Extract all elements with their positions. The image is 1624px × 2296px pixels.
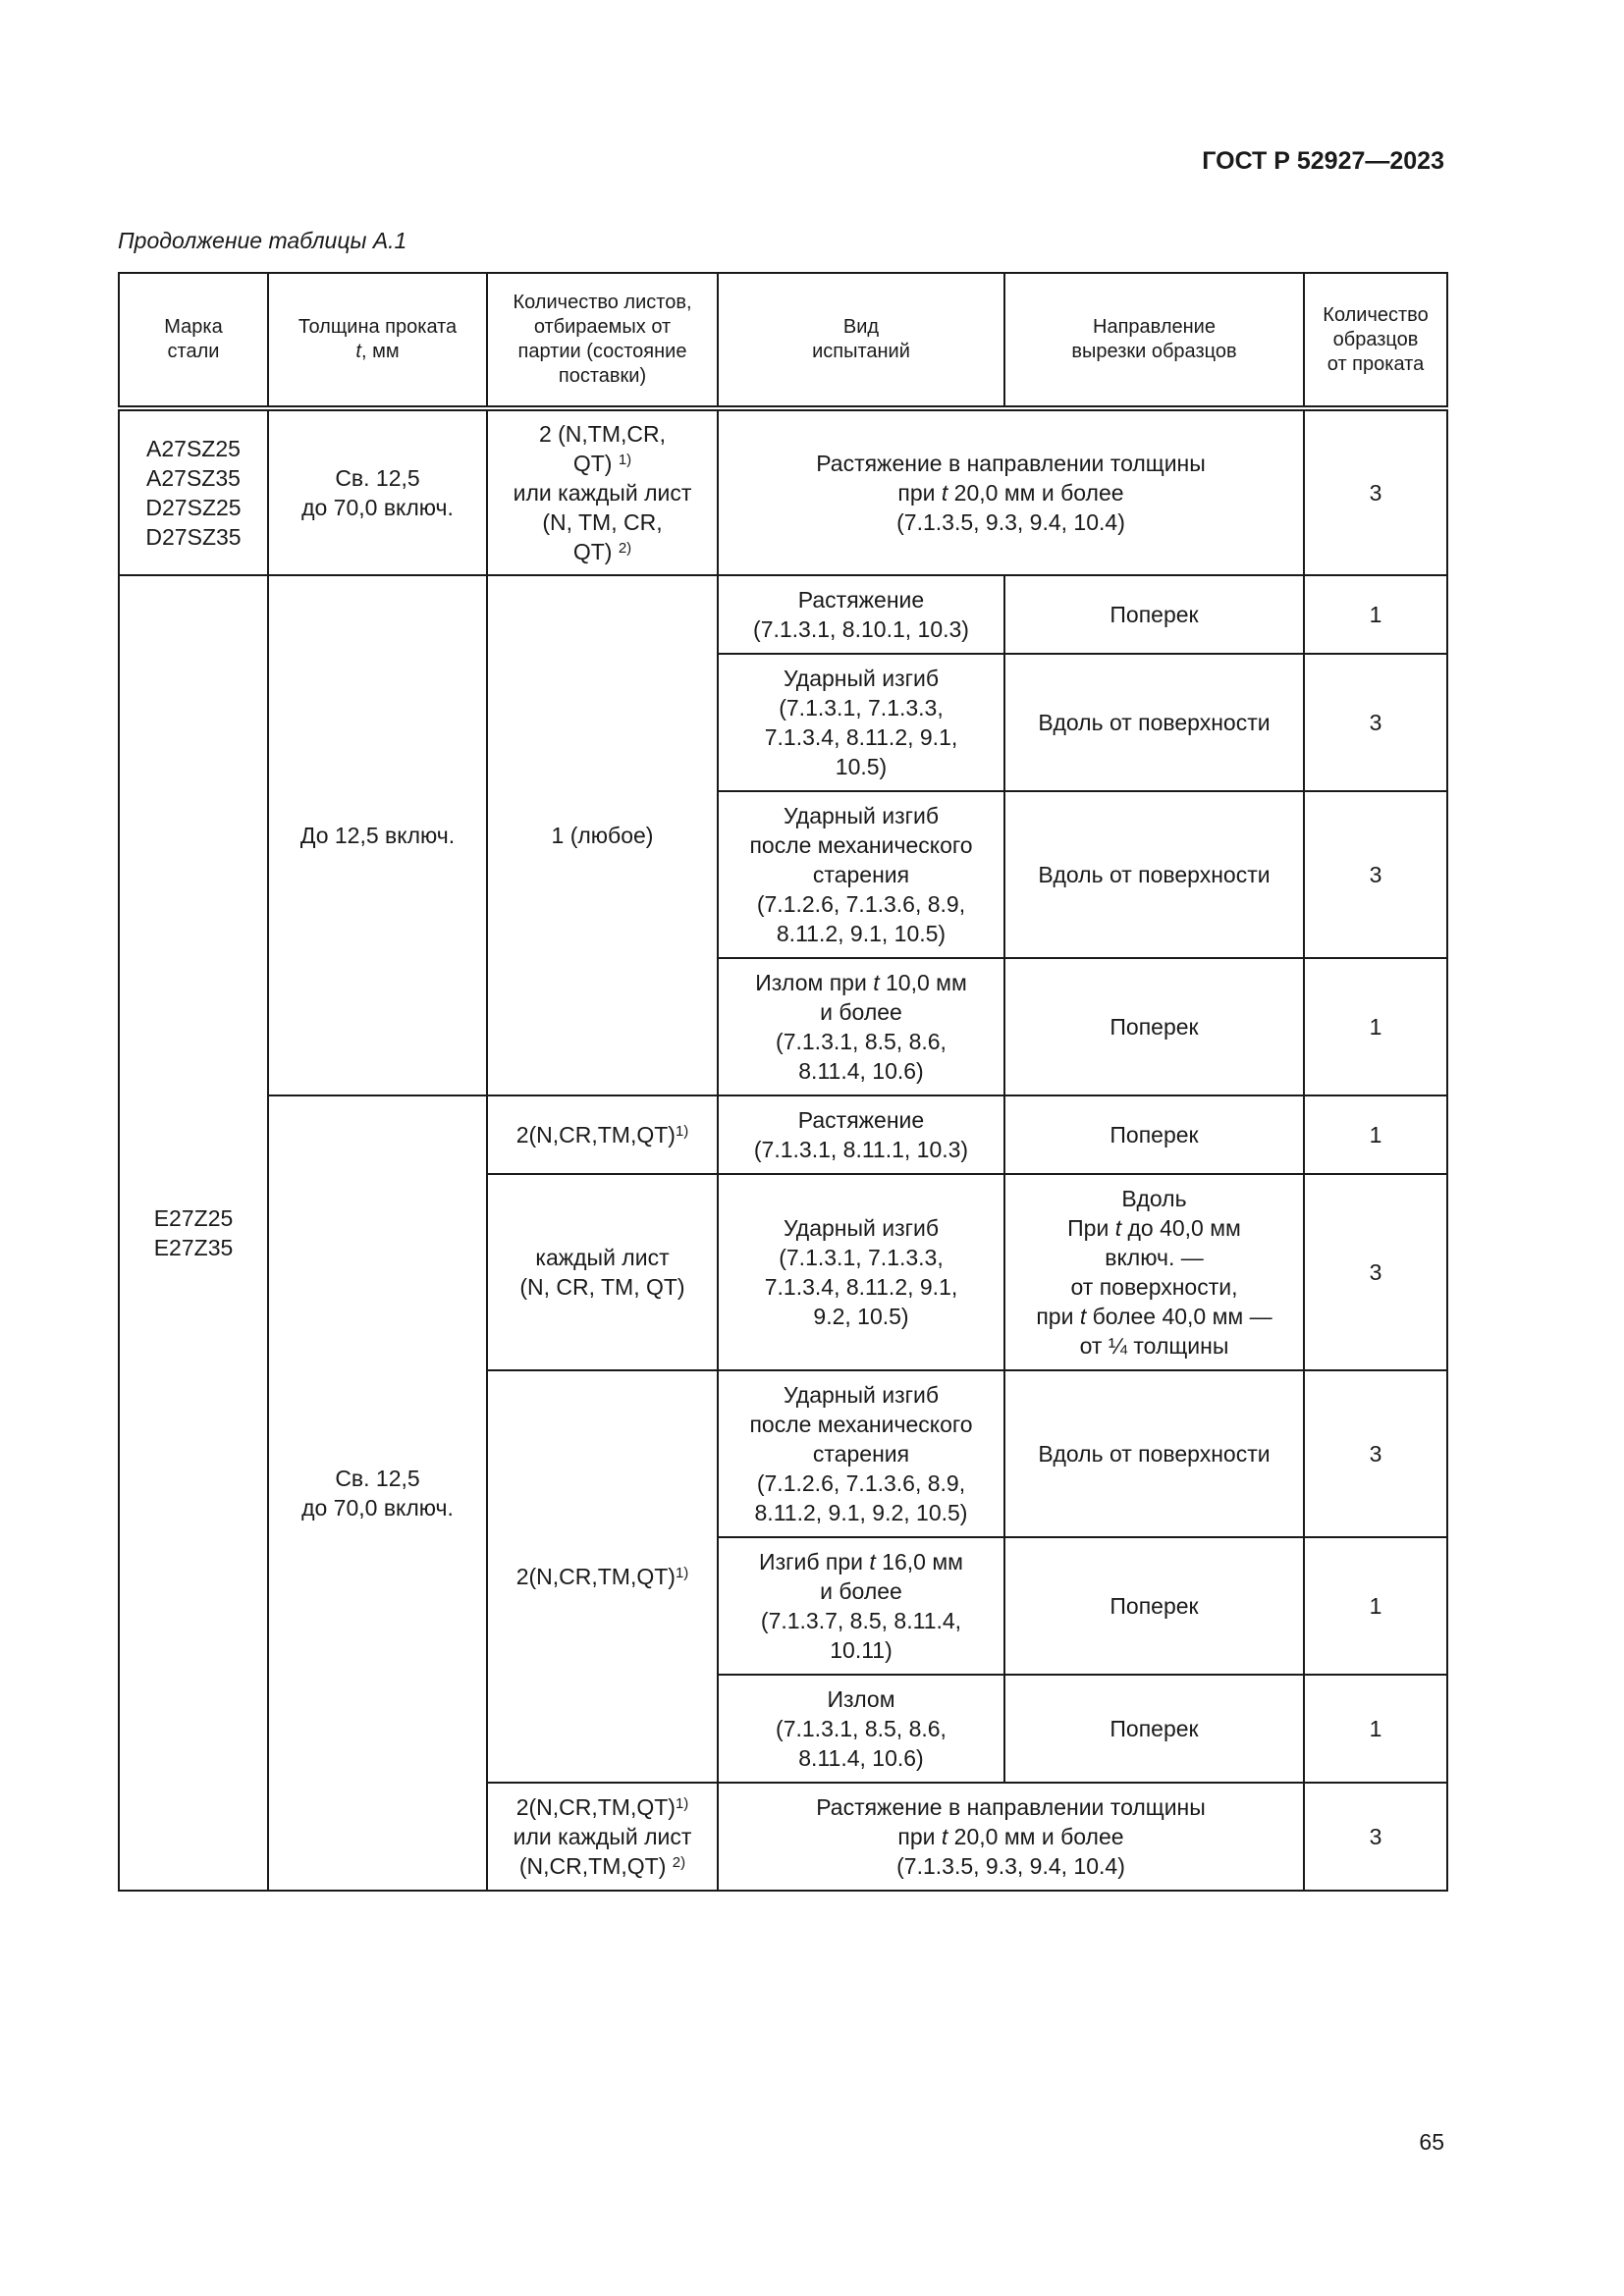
grade-cell: E27Z25 E27Z35 — [119, 575, 268, 1891]
col-header-direction: Направление вырезки образцов — [1004, 273, 1304, 408]
test-cell: Ударный изгиб (7.1.3.1, 7.1.3.3, 7.1.3.4, 8.11.2, 9.1, 10.5) — [718, 654, 1004, 791]
sheets-cell: каждый лист (N, CR, TM, QT) — [487, 1174, 718, 1370]
count-cell: 1 — [1304, 1095, 1447, 1174]
count-cell: 1 — [1304, 575, 1447, 654]
direction-cell: Вдоль от поверхности — [1004, 654, 1304, 791]
col-header-thickness: Толщина проката t, мм — [268, 273, 487, 408]
test-cell: Растяжение (7.1.3.1, 8.10.1, 10.3) — [718, 575, 1004, 654]
table-header-row — [119, 273, 1447, 408]
test-cell: Растяжение (7.1.3.1, 8.11.1, 10.3) — [718, 1095, 1004, 1174]
col-header-sheets: Количество листов, отбираемых от партии (состояние поставки) — [487, 273, 718, 408]
count-cell: 1 — [1304, 1537, 1447, 1675]
direction-cell: Поперек — [1004, 1095, 1304, 1174]
document-code: ГОСТ Р 52927—2023 — [1202, 147, 1444, 175]
test-cell: Излом при t 10,0 мм и более (7.1.3.1, 8.5, 8.6, 8.11.4, 10.6) — [718, 958, 1004, 1095]
thickness-cell: Св. 12,5 до 70,0 включ. — [268, 408, 487, 575]
direction-cell: Вдоль от поверхности — [1004, 791, 1304, 958]
table-caption: Продолжение таблицы А.1 — [118, 228, 407, 253]
direction-cell: Поперек — [1004, 575, 1304, 654]
table-row — [119, 1095, 1447, 1174]
sheets-cell: $2(N,CR,TM,QT)^{1)}$ — [487, 1370, 718, 1783]
test-cell: Излом (7.1.3.1, 8.5, 8.6, 8.11.4, 10.6) — [718, 1675, 1004, 1783]
direction-cell: Вдоль При t до 40,0 мм включ. — от поверхности, при t более 40,0 мм — от ¼ толщины — [1004, 1174, 1304, 1370]
table-row — [119, 408, 1447, 575]
table-row — [119, 575, 1447, 654]
test-cell: Ударный изгиб после механического старения (7.1.2.6, 7.1.3.6, 8.9, 8.11.2, 9.1, 9.2, 10.5) — [718, 1370, 1004, 1537]
count-cell: 3 — [1304, 408, 1447, 575]
thickness-cell: До 12,5 включ. — [268, 575, 487, 1095]
count-cell: 3 — [1304, 654, 1447, 791]
col-header-count: Количество образцов от проката — [1304, 273, 1447, 408]
steel-test-table — [118, 272, 1448, 1892]
test-cell: Изгиб при t 16,0 мм и более (7.1.3.7, 8.5, 8.11.4, 10.11) — [718, 1537, 1004, 1675]
test-cell: Растяжение в направлении толщины при t 20,0 мм и более (7.1.3.5, 9.3, 9.4, 10.4) — [718, 408, 1304, 575]
sheets-cell: 1 (любое) — [487, 575, 718, 1095]
direction-cell: Вдоль от поверхности — [1004, 1370, 1304, 1537]
count-cell: 1 — [1304, 958, 1447, 1095]
sheets-cell: 2 (N,TM,CR, QT) $^{1)}$ или каждый лист (N, TM, CR, QT) $^{2)}$ — [487, 408, 718, 575]
grade-cell: A27SZ25 A27SZ35 D27SZ25 D27SZ35 — [119, 408, 268, 575]
direction-cell: Поперек — [1004, 1675, 1304, 1783]
direction-cell: Поперек — [1004, 1537, 1304, 1675]
count-cell: 3 — [1304, 1174, 1447, 1370]
col-header-grade: Марка стали — [119, 273, 268, 408]
page-number: 65 — [1419, 2129, 1444, 2155]
test-cell: Растяжение в направлении толщины при t 20,0 мм и более (7.1.3.5, 9.3, 9.4, 10.4) — [718, 1783, 1304, 1891]
test-cell: Ударный изгиб после механического старения (7.1.2.6, 7.1.3.6, 8.9, 8.11.2, 9.1, 10.5) — [718, 791, 1004, 958]
col-header-test: Вид испытаний — [718, 273, 1004, 408]
count-cell: 1 — [1304, 1675, 1447, 1783]
thickness-cell: Св. 12,5 до 70,0 включ. — [268, 1095, 487, 1891]
count-cell: 3 — [1304, 791, 1447, 958]
sheets-cell: $2(N,CR,TM,QT)^{1)}$ или каждый лист (N,CR,TM,QT) $^{2)}$ — [487, 1783, 718, 1891]
count-cell: 3 — [1304, 1370, 1447, 1537]
test-cell: Ударный изгиб (7.1.3.1, 7.1.3.3, 7.1.3.4, 8.11.2, 9.1, 9.2, 10.5) — [718, 1174, 1004, 1370]
sheets-cell: $2(N,CR,TM,QT)^{1)}$ — [487, 1095, 718, 1174]
count-cell: 3 — [1304, 1783, 1447, 1891]
direction-cell: Поперек — [1004, 958, 1304, 1095]
